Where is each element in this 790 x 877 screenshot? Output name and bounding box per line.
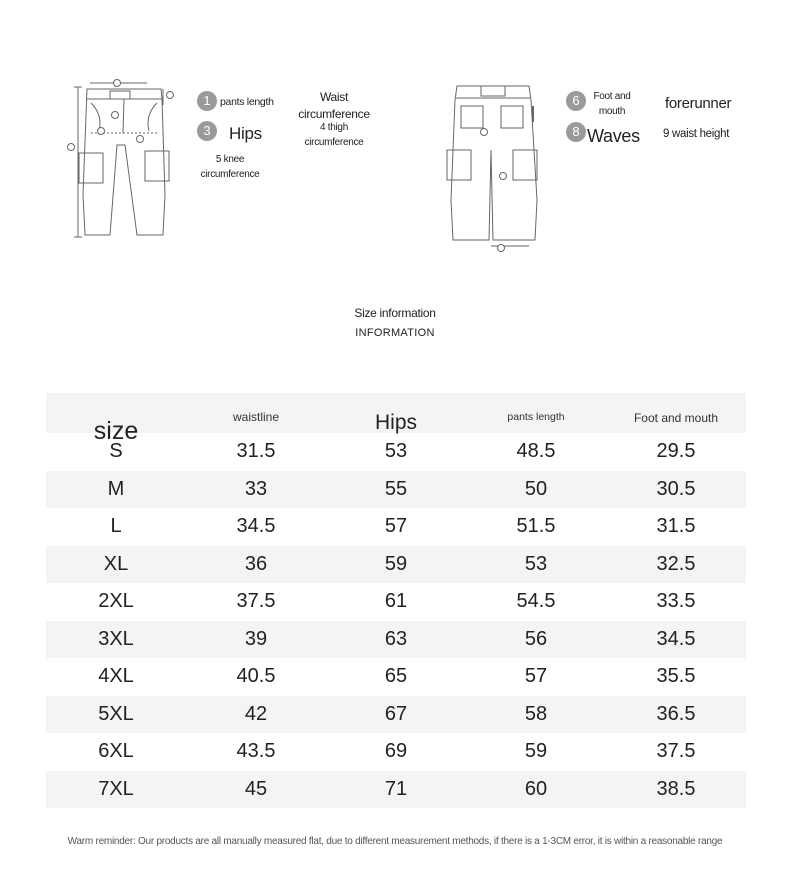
warm-reminder: Warm reminder: Our products are all manually measured flat, due to different measurement methods, if there is a 1-3CM error, it is within a reasonable range <box>67 836 723 847</box>
back-pants-diagram <box>443 80 543 255</box>
header-waistline: waistline <box>232 410 280 424</box>
cell-waistline: 42 <box>244 702 268 725</box>
cell-waistline: 40.5 <box>236 665 276 688</box>
cell-waistline: 36 <box>244 552 268 575</box>
legend-pants-length: pants length <box>220 96 274 108</box>
cell-waistline: 34.5 <box>236 515 276 538</box>
cell-foot-and-mouth: 35.5 <box>656 665 696 688</box>
cell-foot-and-mouth: 30.5 <box>656 477 696 500</box>
size-information-title: Size information <box>354 306 436 320</box>
legend-number-1: 1 <box>197 91 217 111</box>
cell-foot-and-mouth: 32.5 <box>656 552 696 575</box>
cell-foot-and-mouth: 37.5 <box>656 740 696 763</box>
cell-size: L <box>110 515 122 538</box>
table-row <box>46 583 746 621</box>
cell-size: 3XL <box>98 627 134 650</box>
cell-pants-length: 50 <box>524 477 548 500</box>
cell-foot-and-mouth: 36.5 <box>656 702 696 725</box>
legend-number-8: 8 <box>566 122 586 142</box>
table-row <box>46 658 746 696</box>
table-row <box>46 471 746 509</box>
table-row <box>46 733 746 771</box>
cell-size: 5XL <box>98 702 134 725</box>
cell-hips: 59 <box>384 552 408 575</box>
table-row <box>46 771 746 809</box>
table-row <box>46 546 746 584</box>
cell-pants-length: 58 <box>524 702 548 725</box>
cell-size: 2XL <box>98 590 134 613</box>
legend-waist-height: 9 waist height <box>663 128 730 140</box>
cell-waistline: 39 <box>244 627 268 650</box>
table-row <box>46 696 746 734</box>
cell-hips: 63 <box>384 627 408 650</box>
table-row <box>46 508 746 546</box>
legend-hips: Hips <box>229 124 262 143</box>
cell-pants-length: 53 <box>524 552 548 575</box>
legend-foot-and-mouth: Foot and mouth <box>593 91 631 117</box>
legend-waves: Waves <box>587 126 640 146</box>
cell-size: 6XL <box>98 740 134 763</box>
cell-pants-length: 51.5 <box>516 515 556 538</box>
cell-pants-length: 60 <box>524 777 548 800</box>
header-pants-length: pants length <box>507 411 565 423</box>
cell-size: S <box>109 440 123 463</box>
cell-pants-length: 48.5 <box>516 440 556 463</box>
cell-size: XL <box>103 552 129 575</box>
cell-waistline: 45 <box>244 777 268 800</box>
cell-size: 7XL <box>98 777 134 800</box>
cell-foot-and-mouth: 29.5 <box>656 440 696 463</box>
size-table <box>46 393 746 808</box>
cell-waistline: 33 <box>244 477 268 500</box>
cell-waistline: 43.5 <box>236 740 276 763</box>
table-header <box>46 393 746 445</box>
cell-hips: 65 <box>384 665 408 688</box>
cell-hips: 67 <box>384 702 408 725</box>
cell-foot-and-mouth: 38.5 <box>656 777 696 800</box>
legend-number-6: 6 <box>566 91 586 111</box>
cell-pants-length: 59 <box>524 740 548 763</box>
cell-foot-and-mouth: 33.5 <box>656 590 696 613</box>
table-body <box>46 433 746 808</box>
table-row <box>46 621 746 659</box>
header-hips: Hips <box>374 411 417 434</box>
table-row <box>46 433 746 471</box>
cell-size: M <box>107 477 125 500</box>
cell-hips: 61 <box>384 590 408 613</box>
cell-pants-length: 54.5 <box>516 590 556 613</box>
cell-hips: 57 <box>384 515 408 538</box>
cell-pants-length: 57 <box>524 665 548 688</box>
cell-foot-and-mouth: 34.5 <box>656 627 696 650</box>
cell-hips: 53 <box>384 440 408 463</box>
cell-foot-and-mouth: 31.5 <box>656 515 696 538</box>
cell-hips: 69 <box>384 740 408 763</box>
cell-size: 4XL <box>98 665 134 688</box>
legend-thigh-circumference: 4 thigh circumference <box>304 122 364 148</box>
header-foot-and-mouth: Foot and mouth <box>633 410 719 425</box>
legend-waist-circumference: Waist circumference <box>298 90 370 121</box>
information-subtitle: INFORMATION <box>355 327 435 339</box>
legend-knee-circumference: 5 knee circumference <box>200 154 260 180</box>
cell-waistline: 31.5 <box>236 440 276 463</box>
legend-number-3: 3 <box>197 121 217 141</box>
cell-hips: 71 <box>384 777 408 800</box>
cell-waistline: 37.5 <box>236 590 276 613</box>
cell-pants-length: 56 <box>524 627 548 650</box>
header-size: size <box>93 416 139 445</box>
front-pants-diagram <box>55 75 190 250</box>
cell-hips: 55 <box>384 477 408 500</box>
legend-forerunner: forerunner <box>665 95 732 112</box>
